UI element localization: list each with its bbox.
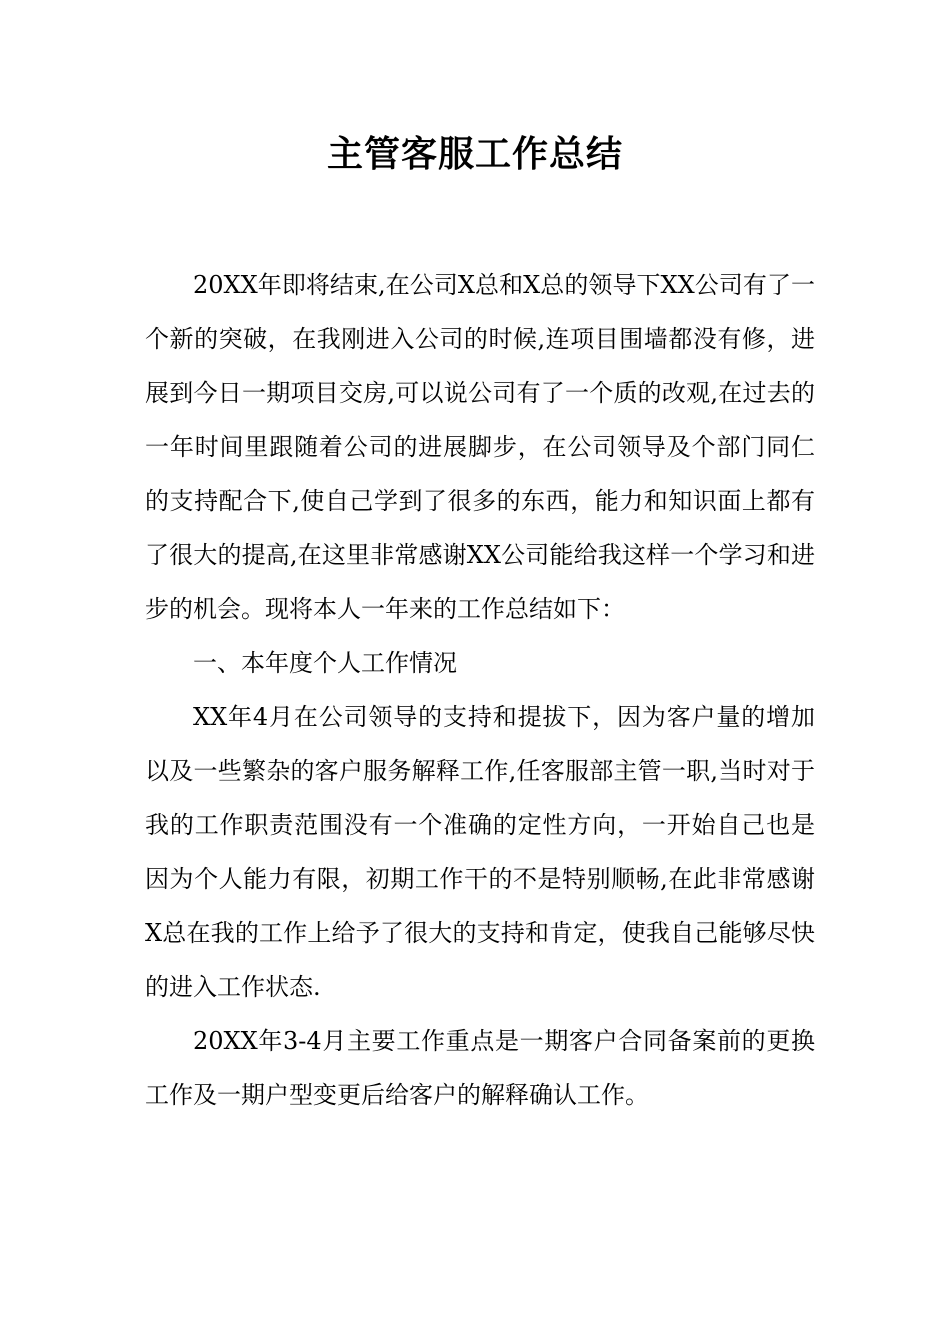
intro-paragraph: 20XX年即将结束,在公司X总和X总的领导下XX公司有了一个新的突破，在我刚进入公司的时候,连项目围墙都没有修，进展到今日一期项目交房,可以说公司有了一个质的改观,在过去的一年时间里跟随着公司的进展脚步，在公司领导及个部门同仁的支持配合下,使自己学到了很多的东西，能力和知识面上都有了很大的提高,在这里非常感谢XX公司能给我这样一个学习和进步的机会。现将本人一年来的工作总结如下： — [145, 271, 815, 623]
document-title: 主管客服工作总结 — [326, 133, 623, 175]
body-paragraph: XX年4月在公司领导的支持和提拔下，因为客户量的增加以及一些繁杂的客户服务解释工作,任客服部主管一职,当时对于我的工作职责范围没有一个准确的定性方向，一开始自己也是因为个人能力有限，初期工作干的不是特别顺畅,在此非常感谢X总在我的工作上给予了很大的支持和肯定，使我自己能够尽快的进入工作状态. — [145, 703, 815, 1001]
section-heading: 一、本年度个人工作情况 — [193, 649, 457, 677]
document-body — [145, 258, 815, 1122]
body-paragraph: 20XX年3-4月主要工作重点是一期客户合同备案前的更换工作及一期户型变更后给客户的解释确认工作。 — [145, 1027, 815, 1109]
